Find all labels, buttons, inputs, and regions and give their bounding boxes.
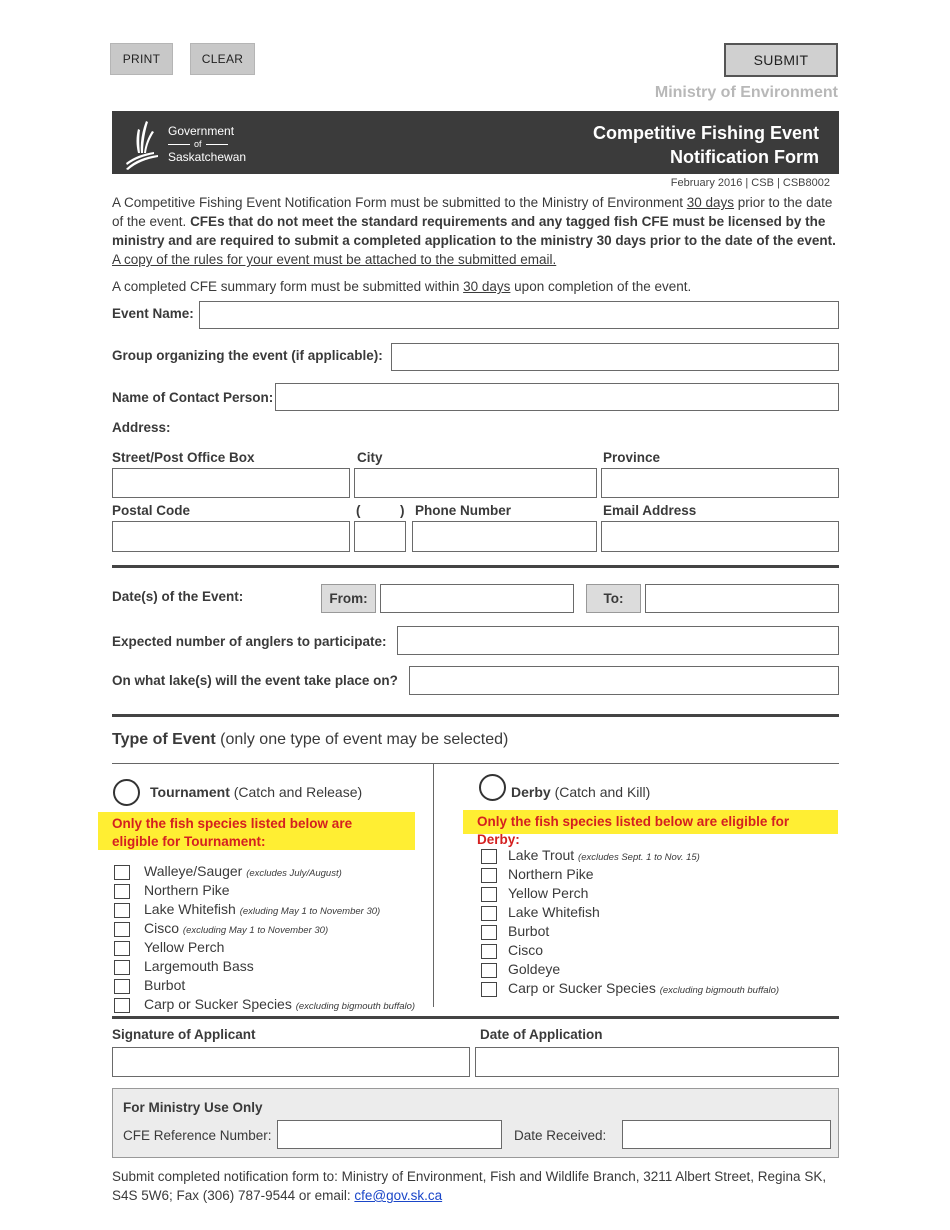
species-name: Yellow Perch (144, 939, 225, 955)
derby-species-checkbox[interactable] (481, 944, 497, 959)
tournament-species-item (144, 920, 328, 936)
tournament-title: Tournament (150, 784, 230, 800)
derby-label (511, 784, 650, 800)
tournament-species-item (144, 882, 230, 898)
species-name: Carp or Sucker Species (508, 980, 656, 996)
tournament-species-item (144, 996, 415, 1012)
species-note: (exluding May 1 to November 30) (239, 906, 381, 917)
species-name: Northern Pike (508, 866, 594, 882)
address-label: Address: (112, 420, 171, 435)
postal-input[interactable] (112, 521, 350, 552)
header-bar (112, 111, 839, 174)
ministry-name: Ministry of Environment (654, 84, 838, 101)
date-received-input[interactable] (622, 1120, 831, 1149)
intro-text-a: A Competitive Fishing Event Notification Form must be submitted to the Ministry of Environment (112, 195, 687, 210)
species-name: Walleye/Sauger (144, 863, 243, 879)
tournament-species-checkbox[interactable] (114, 865, 130, 880)
signature-input[interactable] (112, 1047, 470, 1077)
group-input[interactable] (391, 343, 839, 371)
lakes-label: On what lake(s) will the event take place on? (112, 673, 398, 688)
derby-species-item (508, 904, 600, 920)
phone-label: Phone Number (415, 503, 512, 518)
tournament-eligible-banner: Only the fish species listed below are eligible for Tournament: (98, 812, 415, 850)
tournament-species-item (144, 901, 380, 917)
email-input[interactable] (601, 521, 839, 552)
tournament-species-item (144, 977, 185, 993)
derby-species-checkbox[interactable] (481, 963, 497, 978)
species-name: Goldeye (508, 961, 561, 977)
ministry-use-box (112, 1088, 839, 1158)
dates-label: Date(s) of the Event: (112, 589, 244, 604)
cfe-ref-input[interactable] (277, 1120, 502, 1149)
event-type-heading (112, 731, 508, 749)
from-label: From: (321, 584, 376, 613)
form-title-line2: Notification Form (670, 147, 819, 167)
derby-species-item (508, 942, 543, 958)
derby-species-item (508, 923, 549, 939)
province-label: Province (603, 450, 661, 465)
to-label: To: (586, 584, 641, 613)
summary-paragraph (112, 277, 842, 296)
tournament-species-item (144, 863, 342, 879)
city-input[interactable] (354, 468, 597, 498)
phone-input[interactable] (412, 521, 597, 552)
derby-species-item (508, 847, 700, 863)
derby-title: Derby (511, 784, 551, 800)
intro-30-days: 30 days (686, 195, 735, 210)
tournament-species-item (144, 939, 224, 955)
wheat-logo-icon (124, 119, 162, 171)
tournament-species-checkbox[interactable] (114, 979, 130, 994)
form-title-line1: Competitive Fishing Event (592, 123, 819, 143)
lakes-input[interactable] (409, 666, 839, 695)
from-date-input[interactable] (380, 584, 574, 613)
to-date-input[interactable] (645, 584, 839, 613)
species-name: Northern Pike (144, 882, 230, 898)
area-code-close: ) (400, 503, 405, 518)
contact-input[interactable] (275, 383, 839, 411)
derby-species-checkbox[interactable] (481, 982, 497, 997)
form-code: February 2016 | CSB | CSB8002 (670, 177, 830, 189)
species-name: Largemouth Bass (144, 958, 254, 974)
city-label: City (357, 450, 383, 465)
tournament-species-item (144, 958, 254, 974)
species-note: (excludes Sept. 1 to Nov. 15) (578, 852, 700, 863)
species-name: Lake Whitefish (508, 904, 600, 920)
email-label: Email Address (603, 503, 697, 518)
application-date-input[interactable] (475, 1047, 839, 1077)
species-note: (excluding bigmouth buffalo) (659, 985, 780, 996)
footer-text (112, 1167, 842, 1205)
species-name: Burbot (508, 923, 550, 939)
area-code-open: ( (356, 503, 361, 518)
tournament-note: (Catch and Release) (229, 784, 363, 800)
province-input[interactable] (601, 468, 839, 498)
summary-30-days: 30 days (463, 279, 511, 294)
derby-species-checkbox[interactable] (481, 868, 497, 883)
divider (112, 565, 839, 568)
anglers-label: Expected number of anglers to participate: (112, 634, 387, 649)
derby-species-checkbox[interactable] (481, 887, 497, 902)
species-note: (excluding bigmouth buffalo) (295, 1001, 416, 1012)
event-name-label: Event Name: (112, 306, 194, 321)
species-name: Cisco (508, 942, 544, 958)
species-name: Burbot (144, 977, 186, 993)
intro-rules-text: A copy of the rules for your event must be attached to the submitted email. (112, 252, 557, 267)
event-type-title: Type of Event (112, 731, 216, 748)
intro-bold-text: CFEs that do not meet the standard requirements and any tagged fish CFE must be licensed by the ministry and are required to submit a completed application to the ministry 30 days prior to the date of the event. (112, 214, 836, 248)
divider (112, 1016, 839, 1019)
species-name: Cisco (144, 920, 180, 936)
gov-line1: Government (168, 124, 235, 138)
submit-button[interactable]: SUBMIT (724, 43, 838, 77)
tournament-species-checkbox[interactable] (114, 960, 130, 975)
species-name: Yellow Perch (508, 885, 589, 901)
intro-text-b: prior to the date of the event. (112, 195, 833, 229)
cfe-ref-label: CFE Reference Number: (123, 1128, 272, 1143)
derby-eligible-banner: Only the fish species listed below are eligible for Derby: (463, 810, 838, 834)
area-code-input[interactable] (354, 521, 406, 552)
contact-label: Name of Contact Person: (112, 390, 274, 405)
derby-species-checkbox[interactable] (481, 906, 497, 921)
street-input[interactable] (112, 468, 350, 498)
derby-species-item (508, 866, 594, 882)
tournament-label (150, 784, 362, 800)
derby-species-checkbox[interactable] (481, 925, 497, 940)
gov-of: of (194, 139, 202, 149)
divider (112, 763, 839, 764)
street-label: Street/Post Office Box (112, 450, 255, 465)
derby-species-checkbox[interactable] (481, 849, 497, 864)
signature-label: Signature of Applicant (112, 1027, 256, 1042)
government-wordmark (168, 125, 246, 164)
species-name: Lake Trout (508, 847, 575, 863)
species-note: (excludes July/August) (246, 868, 342, 879)
column-divider (433, 764, 434, 1007)
application-date-label: Date of Application (480, 1027, 603, 1042)
species-name: Lake Whitefish (144, 901, 236, 917)
ministry-use-title: For Ministry Use Only (123, 1100, 263, 1115)
species-note: (excluding May 1 to November 30) (182, 925, 329, 936)
derby-species-item (508, 980, 779, 996)
date-received-label: Date Received: (514, 1128, 607, 1143)
derby-species-item (508, 961, 560, 977)
tournament-radio[interactable] (113, 779, 140, 806)
form-title (593, 121, 819, 169)
clear-button[interactable]: CLEAR (190, 43, 255, 75)
event-name-input[interactable] (199, 301, 839, 329)
tournament-species-checkbox[interactable] (114, 884, 130, 899)
tournament-species-checkbox[interactable] (114, 922, 130, 937)
group-label: Group organizing the event (if applicable): (112, 348, 383, 363)
event-type-note: (only one type of event may be selected) (215, 731, 509, 748)
derby-note: (Catch and Kill) (550, 784, 651, 800)
divider (112, 714, 839, 717)
postal-label: Postal Code (112, 503, 191, 518)
footer-email-link[interactable]: cfe@gov.sk.ca (354, 1188, 443, 1203)
derby-species-item (508, 885, 588, 901)
print-button[interactable]: PRINT (110, 43, 173, 75)
footer-address: Submit completed notification form to: Ministry of Environment, Fish and Wildlife Branch, 3211 Albert Street, Regina SK, S4S 5W6; Fax (306) 787-9544 or email: (112, 1169, 827, 1203)
summary-text-a: A completed CFE summary form must be submitted within (112, 279, 464, 294)
tournament-species-checkbox[interactable] (114, 998, 130, 1013)
tournament-species-checkbox[interactable] (114, 941, 130, 956)
tournament-species-checkbox[interactable] (114, 903, 130, 918)
summary-text-b: upon completion of the event. (510, 279, 692, 294)
anglers-input[interactable] (397, 626, 839, 655)
species-name: Carp or Sucker Species (144, 996, 292, 1012)
derby-radio[interactable] (479, 774, 506, 801)
intro-paragraph (112, 193, 842, 269)
gov-line2: Saskatchewan (168, 150, 247, 164)
